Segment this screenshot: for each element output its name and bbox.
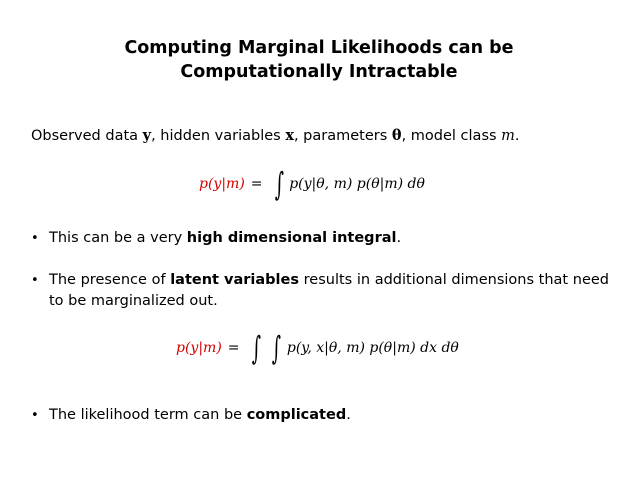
bullet-marker: • — [31, 273, 39, 288]
equation-2-lhs: p(y|m) — [176, 340, 222, 356]
title-line-2: Computationally Intractable — [180, 62, 458, 82]
integral-sign: ∫ — [274, 165, 284, 203]
slide-title — [0, 36, 638, 84]
integral-sign: ∫ — [271, 329, 282, 367]
equation-1-rhs: p(y|θ, m) p(θ|m) dθ — [289, 176, 425, 192]
latent-variable-equation: p(y|m) = ∫ ∫ p(y, x|θ, m) p(θ|m) dx dθ — [176, 329, 459, 367]
bullet-marker: • — [31, 231, 39, 246]
title-line-1: Computing Marginal Likelihoods can be — [124, 38, 514, 58]
intro-sentence: Observed data y, hidden variables x, parameters θ, model class m. — [31, 127, 520, 144]
marginal-likelihood-equation: p(y|m) = ∫ p(y|θ, m) p(θ|m) dθ — [199, 165, 425, 203]
equation-2-rhs: p(y, x|θ, m) p(θ|m) dx dθ — [286, 340, 459, 356]
integral-sign: ∫ — [251, 329, 261, 367]
equation-1-lhs: p(y|m) — [199, 176, 245, 192]
bullet-marker: • — [31, 408, 39, 423]
